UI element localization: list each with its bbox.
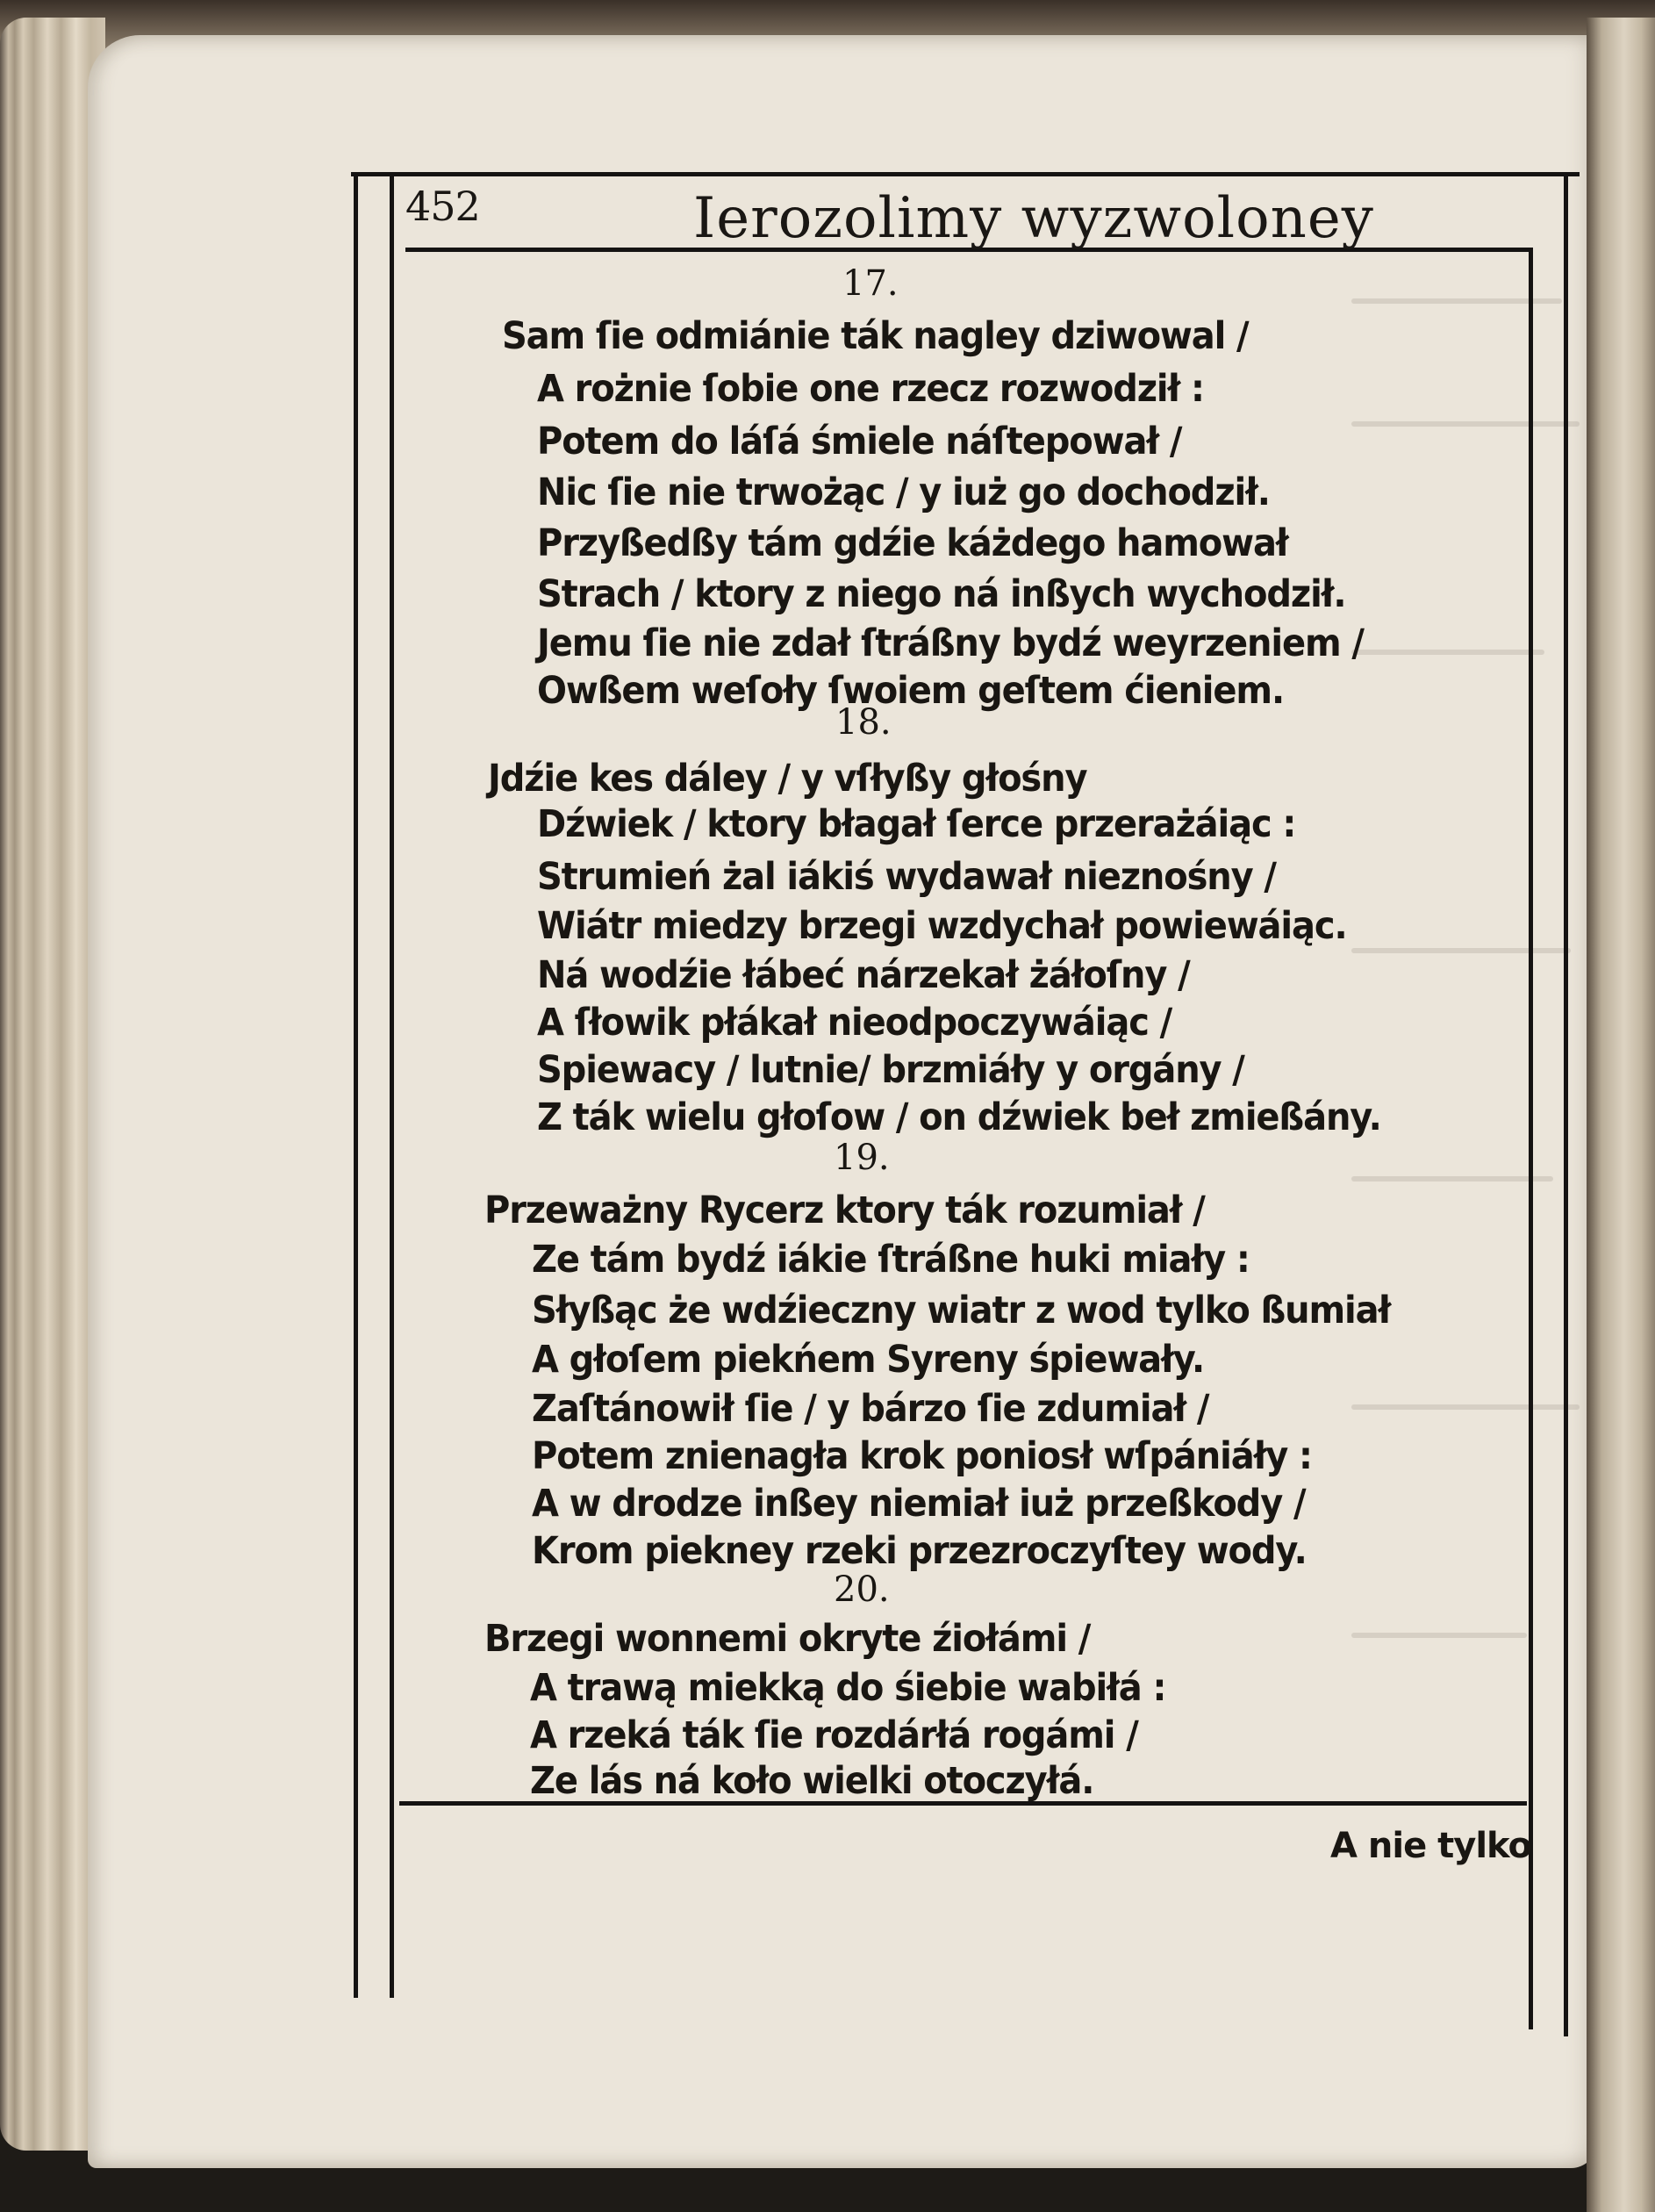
verse-line: Ze tám bydź iákie ſtráßne huki miały : [532, 1238, 1250, 1282]
verse-line: Nic ſie nie trwożąc / y iuż go dochodził. [537, 470, 1270, 514]
verse-line: A ſłowik płákał nieodpoczywáiąc / [537, 1001, 1172, 1045]
stanza-number: 20. [834, 1569, 890, 1610]
stanza-number: 18. [835, 702, 892, 743]
frame-left-inner [390, 172, 394, 1998]
running-head: Ierozolimy wyzwoloney [693, 186, 1374, 251]
verse-line: A w drodze inßey niemiał iuż przeßkody / [532, 1482, 1306, 1526]
verse-line: A głoſem piekńem Syreny śpiewały. [532, 1338, 1205, 1382]
verse-line: A trawą miekką do śiebie wabiłá : [530, 1666, 1166, 1710]
verse-line: Spiewacy / lutnie/ brzmiáły y orgány / [537, 1048, 1244, 1092]
verse-line: Potem znienagła krok poniosł wſpániáły : [532, 1434, 1312, 1478]
verse-line: Potem do láſá śmiele náſtepował / [537, 420, 1182, 463]
binding-gutter [1587, 18, 1655, 2212]
frame-top-rule [351, 172, 1580, 176]
page-number: 452 [405, 183, 480, 230]
verse-line: Dźwiek / ktory błagał ſerce przerażáiąc : [537, 802, 1296, 846]
stanza-number: 17. [842, 263, 899, 304]
verse-line: Zaſtánowił ſie / y bárzo ſie zdumiał / [532, 1387, 1209, 1431]
verse-line: Sam ſie odmiánie ták nagley dziwowal / [502, 314, 1249, 358]
verse-line: A rożnie ſobie one rzecz rozwodził : [537, 367, 1204, 411]
verse-line: Z ták wielu głoſow / on dźwiek beł zmießány. [537, 1095, 1381, 1139]
frame-right-inner [1529, 248, 1533, 2029]
verse-line: Ná wodźie łábeć nárzekał żáłoſny / [537, 953, 1190, 997]
verse-line: Brzegi wonnemi okryte źiołámi / [484, 1617, 1091, 1661]
verse-line: Krom piekney rzeki przezroczyſtey wody. [532, 1529, 1307, 1573]
verse-line: Przeważny Rycerz ktory ták rozumiał / [484, 1189, 1205, 1232]
verse-line: A rzeká ták ſie rozdárłá rogámi / [530, 1713, 1138, 1757]
verse-line: Jdźie kes dáley / y vſłyßy głośny [488, 757, 1087, 801]
stanza-number: 19. [834, 1138, 890, 1178]
verse-line: Słyßąc że wdźieczny wiatr z wod tylko ßumiał [532, 1289, 1391, 1332]
verse-line: Ze lás ná koło wielki otoczyłá. [530, 1759, 1094, 1803]
verse-line: Jemu ſie nie zdał ſtráßny bydź weyrzeniem / [537, 621, 1364, 665]
verse-line: Owßem weſoły ſwoiem geſtem ćieniem. [537, 669, 1285, 713]
verse-line: Przyßedßy tám gdźie káżdego hamował [537, 521, 1288, 565]
verse-line: Wiátr miedzy brzegi wzdychał powiewáiąc. [537, 904, 1347, 948]
frame-right-outer [1564, 176, 1568, 2036]
verse-line: Strumień żal iákiś wydawał nieznośny / [537, 855, 1276, 899]
verse-line: Strach / ktory z niego ná inßych wychodził. [537, 572, 1346, 616]
catchword: A nie tylko [1330, 1826, 1532, 1866]
frame-left-outer [354, 172, 358, 1998]
